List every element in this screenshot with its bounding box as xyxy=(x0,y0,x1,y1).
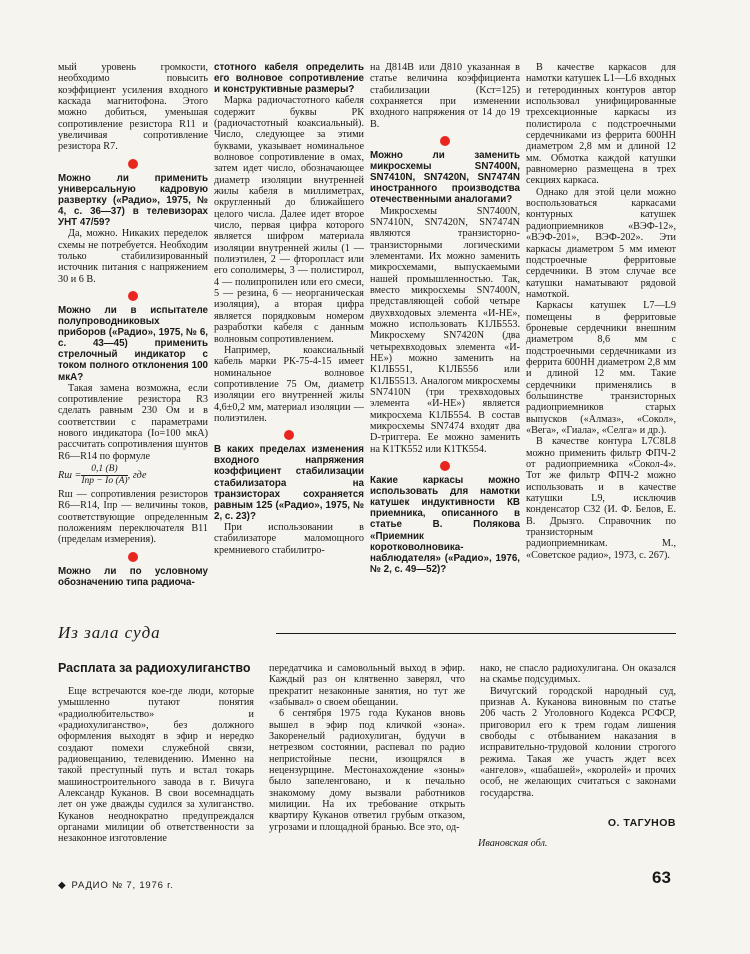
article-paragraph: Еще встречаются кое-где люди, которые умышленно путают понятия «радиолюбительство» и «радиохулиганство», без должного оформления выходят в эфир и нередко создают помехи служебной связи, радиовещанию, телевидению. Именно на такой преступный путь и встал токарь машиностроительного завода в г. Вичуга Александр Куканов. В свои восемнадцать лет он уже дважды судился за хулиганство. Куканов неоднократно предупреждался органами милиции об ответственности за незаконное изготовление xyxy=(58,686,254,845)
formula-denominator: Iпр − Iо (А) xyxy=(81,476,128,486)
red-bullet-icon xyxy=(128,159,138,169)
article-column-1 xyxy=(58,686,254,846)
answer-paragraph: В качестве каркасов для намотки катушек L1—L6 входных и гетеродинных контуров автор использовал унифицированные трехсекционные каркасы из полистирола с подстроечными сердечниками из феррита 600НН диаметром 2,8 мм и длиной 12 мм. Обмотка каждой катушки равномерно размещена в трех секциях каркаса. xyxy=(526,62,676,187)
answer-paragraph: Rш — сопротивления резисторов R6—R14, Iпр — величины токов, соответствующие определенным положениям переключателя В11 (пределам измерения). xyxy=(58,489,208,546)
page-footer xyxy=(58,880,174,891)
answer-paragraph: Однако для этой цели можно воспользоваться каркасами контурных катушек радиоприемников «ВЭФ-12», «ВЭФ-201», ВЭФ-202». Эти каркасы диаметром 5 мм имеют подстроечные ферритовые сердечники. В этом случае все катушки наматывают рядовой намоткой. xyxy=(526,186,676,300)
answer-paragraph: В качестве контура L7C8L8 можно применить фильтр ФПЧ-2 от радиоприемника «Сокол-4». Тот же фильтр ФПЧ-2 можно использовать и в качестве катушки L9, исключив конденсатор С32 (И. Ф. Белов, Е. В. Дрызго. Справочник по транзисторным радиоприемникам. М., «Советское радио», 1973, с. 267). xyxy=(526,436,676,561)
answer-paragraph: Такая замена возможна, если сопротивление резистора R3 сделать равным 230 Ом и в соответствии с параметрами нового индикатора (Iо=100 мкА) рассчитать сопротивления шунтов R6—R14 по формуле xyxy=(58,382,208,462)
red-bullet-icon xyxy=(128,291,138,301)
article-paragraph: 6 сентября 1975 года Куканов вновь вышел в эфир под кличкой «зона». Закоренелый радиохулиган, будучи в нетрезвом состоянии, распевал по радио непристойные песни, изощрялся в нецензурщине. Местонахождение «зоны» было запеленговано, и к печально знакомому дому вызвали работников милиции. На их требование открыть квартиру Куканов ответил грубым отказом, угрозами и площадной бранью. Все это, од- xyxy=(269,708,465,833)
qa-column-1 xyxy=(58,62,208,610)
reader-question: В каких пределах изменения входного напряжения коэффициент стабилизации стабилизатора на транзисторах сохраняется равным 125 («Радио», 1975, № 2, с. 23)? xyxy=(214,444,364,522)
shunt-formula xyxy=(58,464,208,487)
answer-paragraph: на Д814В или Д810 указанная в статье величина коэффициента стабилизации (Kст=125) сохраняется при изменении входного напряжения от 14 до 19 В. xyxy=(370,62,520,130)
answer-paragraph: мый уровень громкости, необходимо повысить коэффициент усиления входного каскада магнитофона. Этого можно добиться, уменьшая сопротивление резистора R11 и увеличивая сопротивление резистора R7. xyxy=(58,62,208,153)
article-paragraph: передатчика и самовольный выход в эфир. Каждый раз он клятвенно заверял, что прекратит незаконные занятия, но тут же «забывал» о своем обещании. xyxy=(269,663,465,709)
red-bullet-icon xyxy=(284,430,294,440)
answer-paragraph: Микросхемы SN7400N, SN7410N, SN7420N, SN7474N являются транзисторно-транзисторными логическими элементами. Их можно заменить микросхемами, выпускаемыми нашей промышленностью. Так, вместо микросхемы SN7400N, представляющей собой четыре двухвходовых элемента «И-НЕ», можно использовать К1ЛБ553. Микросхему SN7420N (два четырехвходовых элемента «И-НЕ») можно заменить на К1ЛБ551, К1ЛБ556 или К1ЛБ5513. Аналогом микросхемы SN7410N (три трехвходовых элемента «И-НЕ») является микросхема К1ЛБ554. В состав микросхемы SN7474 входят два D-триггера. Ее можно заменить на К1ТК552 или К1ТК554. xyxy=(370,205,520,455)
qa-column-2 xyxy=(214,62,364,610)
article-paragraph: нако, не спасло радиохулигана. Он оказался на скамье подсудимых. xyxy=(480,663,676,686)
article-column-2 xyxy=(269,663,465,846)
answer-paragraph: Например, коаксиальный кабель марки РК-75-4-15 имеет номинальное волновое сопротивление 75 Ом, диаметр изоляции его внутренней жилы 4,6±0,2 мм, материал изоляции — полиэтилен. xyxy=(214,344,364,424)
qa-section xyxy=(58,62,676,610)
journal-issue: РАДИО № 7, 1976 г. xyxy=(71,880,174,891)
reader-question: стотного кабеля определить его волновое сопротивление и конструктивные размеры? xyxy=(214,62,364,96)
answer-paragraph: Да, можно. Никаких переделок схемы не потребуется. Необходим только стабилизированный источник питания с напряжением 30 и 6 В. xyxy=(58,228,208,285)
section-rule xyxy=(276,633,676,634)
answer-paragraph: Каркасы катушек L7—L9 помещены в ферритовые броневые сердечники внешним диаметром 8,6 мм с подстроечными сердечниками из феррита 600НН диаметром 2,8 мм и длиной 12 мм. Такие сердечники применялись в большинстве транзисторных радиоприемников старых выпусков («Алмаз», «Сокол», «Вега», «Гиала», «Селга» и др.). xyxy=(526,300,676,436)
formula-numerator: 0,1 (В) xyxy=(81,464,127,476)
diamond-icon: ◆ xyxy=(58,880,67,891)
red-bullet-icon xyxy=(440,136,450,146)
section-header xyxy=(58,622,676,646)
reader-question: Можно ли применить универсальную кадровую развертку («Радио», 1975, № 4, с. 36—37) в телевизорах УНТ 47/59? xyxy=(58,172,208,229)
article-title: Расплата за радиохулиганство xyxy=(58,661,251,675)
answer-paragraph: При использовании в стабилизаторе маломощного кремниевого стабилитро- xyxy=(214,521,364,556)
article-column-3 xyxy=(480,663,676,815)
red-bullet-icon xyxy=(440,461,450,471)
qa-column-4 xyxy=(526,62,676,610)
qa-column-3 xyxy=(370,62,520,610)
section-title: Из зала суда xyxy=(58,623,161,642)
article-region: Ивановская обл. xyxy=(478,838,548,849)
reader-question: Можно ли по условному обозначению типа радиоча- xyxy=(58,565,208,588)
formula-tail: , где xyxy=(127,469,147,481)
formula-lhs: Rш = xyxy=(58,469,82,481)
article-paragraph: Вичугский городской народный суд, признав А. Куканова виновным по статье 206 часть 2 Уголовного Кодекса РСФСР, приговорил его к трем годам лишения свободы с отбыванием наказания в исправительно-трудовой колонии строгого режима. Такая же участь ждет всех «ангелов», «шабашей», «королей» и прочих особ, не желающих считаться с законами государства. xyxy=(480,685,676,799)
reader-question: Какие каркасы можно использовать для намотки катушек индуктивности КВ приемника, описанного в статье В. Полякова «Приемник коротковолновика-наблюдателя» («Радио», 1976, № 2, с. 49—52)? xyxy=(370,475,520,575)
reader-question: Можно ли в испытателе полупроводниковых приборов («Радио», 1975, № 6, с. 43—45) применить стрелочный индикатор с током полного отклонения 100 мкА? xyxy=(58,304,208,383)
answer-paragraph: Марка радиочастотного кабеля содержит буквы РК (радиочастотный коаксиальный). Число, следующее за этими буквами, указывает номинальное волновое сопротивление в омах, затем идет число, обозначающее диаметр изоляции внутренней жилы кабеля в миллиметрах, округленный до ближайшего целого числа. Далее идет второе число, первая цифра которого является шифром материала изоляции внутренней жилы (1 — полиэтилен, 2 — фторопласт или его сополимеры, 3 — полистирол, 4 — полипропилен или его смеси, 5 — резина, 6 — неорганическая изоляция), а вторая цифра является порядковым номером разработки кабеля с данным волновым сопротивлением. xyxy=(214,95,364,345)
article-author: О. ТАГУНОВ xyxy=(607,817,676,829)
red-bullet-icon xyxy=(128,552,138,562)
page-number: 63 xyxy=(652,868,671,887)
reader-question: Можно ли заменить микросхемы SN7400N, SN7410N, SN7420N, SN7474N иностранного производства отечественными аналогами? xyxy=(370,150,520,206)
formula-fraction xyxy=(81,464,127,487)
